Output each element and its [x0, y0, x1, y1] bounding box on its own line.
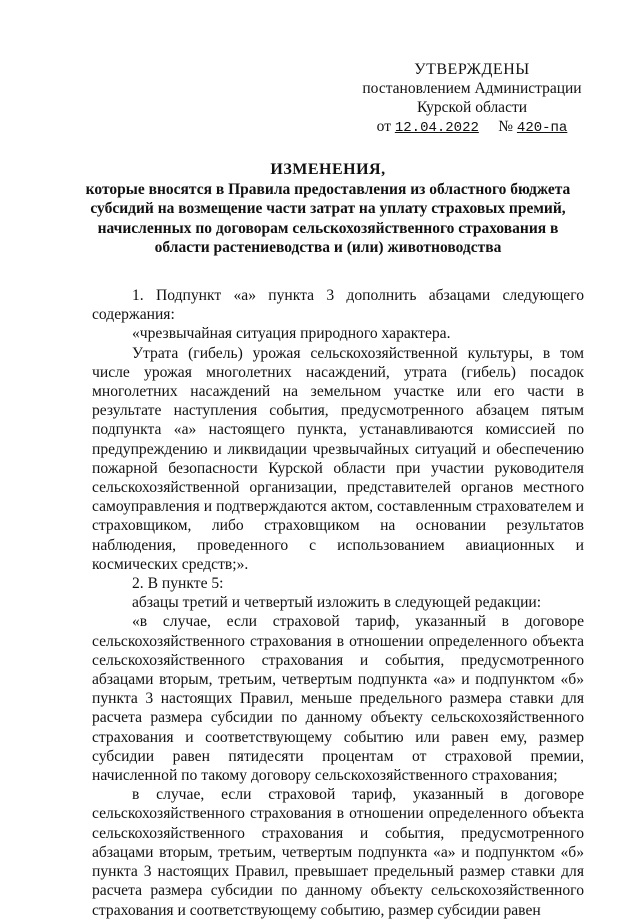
paragraph-1: 1. Подпункт «а» пункта 3 дополнить абзацами следующего содержания: — [92, 287, 584, 324]
title-line-1: которые вносятся в Правила предоставления из областного бюджета — [85, 180, 571, 198]
paragraph-4: 2. В пункте 5: — [132, 575, 224, 593]
approval-date: 12.04.2022 — [394, 120, 479, 136]
paragraph-3: Утрата (гибель) урожая сельскохозяйственной культуры, в том числе урожая многолетних насаждений, утрата (гибель) посадок многолетних насаждений на земельном участке или его части в результате наступления события, предусмотренного абзацем пятым подпункта «а» настоящего пункта, устанавливаются комиссией по предупреждению и ликвидации чрезвычайных ситуаций и обеспечению пожарной безопасности Курской области при участии руководителя сельскохозяйственной организации, представителей органов местного самоуправления и подтверждаются актом, составленным страхователем и страховщиком, либо страховщиком на основании результатов наблюдения, проведенного с использованием авиационных и космических средств;». — [92, 344, 584, 573]
number-label: № — [498, 118, 514, 135]
approval-block — [352, 60, 592, 138]
date-prefix: от — [376, 118, 391, 135]
approval-line-1: постановлением Администрации — [362, 80, 582, 97]
approval-number: 420-па — [516, 120, 568, 136]
approval-line-2: Курской области — [416, 99, 528, 116]
document-body — [92, 286, 584, 920]
document-title — [80, 160, 576, 258]
title-line-2: субсидий на возмещение части затрат на уплату страховых премий, — [90, 200, 566, 217]
paragraph-5: абзацы третий и четвертый изложить в следующей редакции: — [132, 594, 542, 612]
paragraph-2: «чрезвычайная ситуация природного характера. — [132, 325, 451, 343]
title-line-4: области растениеводства и (или) животноводства — [154, 239, 502, 256]
title-main: ИЗМЕНЕНИЯ, — [270, 161, 386, 178]
paragraph-7: в случае, если страховой тариф, указанный в договоре сельскохозяйственного страхования в отношении определенного объекта сельскохозяйственного страхования и события, предусмотренного абзацами вторым, третьим, четвертым подпункта «а» и подпунктом «б» пункта 3 настоящих Правил, превышает предельный размер ставки для расчета размера субсидии по данному объекту сельскохозяйственного страхования и соответствующему событию, размер субсидии равен — [92, 786, 584, 919]
title-line-3: начисленных по договорам сельскохозяйственного страхования в — [97, 219, 559, 237]
paragraph-6: «в случае, если страховой тариф, указанный в договоре сельскохозяйственного страхования в отношении определенного объекта сельскохозяйственного страхования и события, предусмотренного абзацами вторым, третьим, четвертым подпункта «а» и подпунктом «б» пункта 3 настоящих Правил, меньше предельного размера ставки для расчета размера субсидии по данному объекту сельскохозяйственного страхования и соответствующему событию или равен ему, размер субсидии равен пятидесяти процентам от страховой премии, начисленной по такому договору сельскохозяйственного страхования; — [92, 613, 584, 785]
approval-date-line — [352, 117, 592, 138]
approval-heading: УТВЕРЖДЕНЫ — [414, 61, 530, 78]
